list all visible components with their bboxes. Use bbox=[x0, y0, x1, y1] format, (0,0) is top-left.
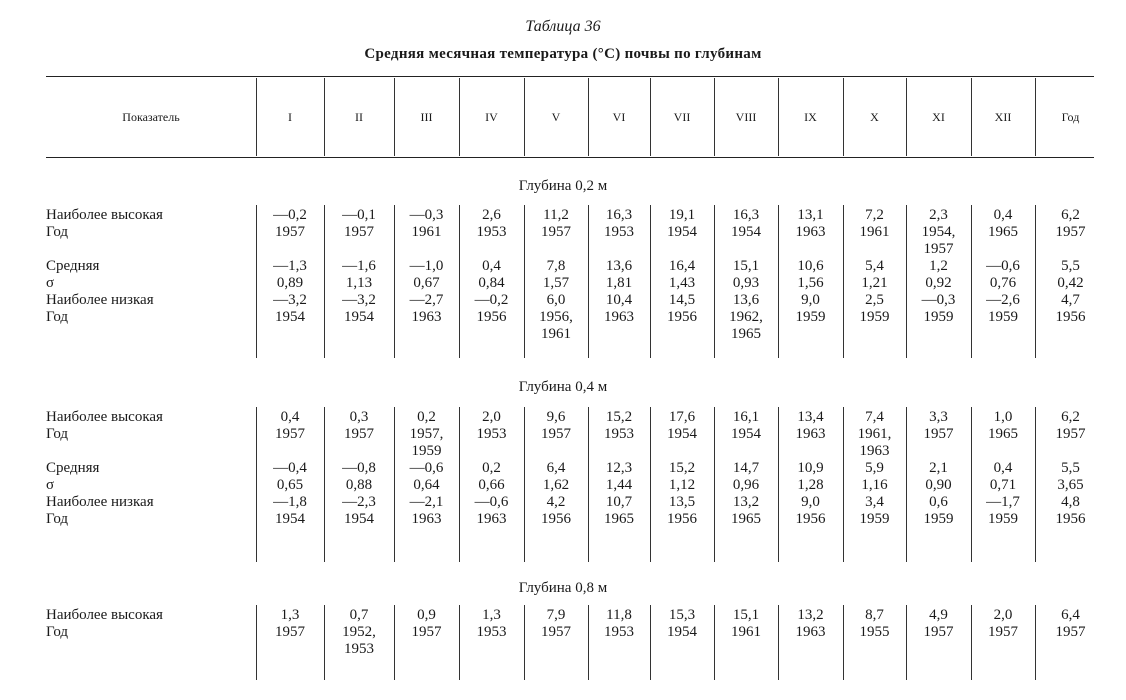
table-cell: 1,3 bbox=[280, 607, 300, 623]
table-cell: 1957 bbox=[988, 624, 1018, 640]
table-cell: 3,4 bbox=[865, 494, 884, 510]
table-cell: 7,4 bbox=[865, 409, 884, 425]
header-col-2: II bbox=[355, 109, 363, 124]
table-cell: 1959 bbox=[988, 309, 1018, 325]
table-cell: 0,64 bbox=[413, 477, 440, 493]
table-cell: 4,2 bbox=[546, 494, 566, 510]
table-cell: 15,1 bbox=[732, 607, 760, 623]
header-col-divider bbox=[524, 78, 525, 156]
table-cell: 1,16 bbox=[861, 477, 888, 493]
table-cell: 1954 bbox=[275, 511, 305, 527]
table-cell: 1959 bbox=[923, 309, 954, 325]
table-cell: 5,5 bbox=[1061, 258, 1080, 274]
table-cell: 1957 bbox=[1055, 624, 1086, 640]
header-col-divider bbox=[714, 78, 715, 156]
table-cell: 1954 bbox=[344, 511, 374, 527]
table-cell: 6,4 bbox=[546, 460, 566, 476]
header-bottom-rule bbox=[46, 157, 1094, 158]
table-cell: 1953 bbox=[604, 426, 634, 442]
table-cell: 1963 bbox=[795, 224, 826, 240]
table-cell: 3,3 bbox=[929, 409, 948, 425]
row-label: Наиболее низкая bbox=[46, 292, 154, 308]
table-cell: —0,6 bbox=[409, 460, 444, 476]
table-cell: 1954 bbox=[275, 309, 305, 325]
table-cell: 5,5 bbox=[1061, 460, 1080, 476]
table-cell: 4,7 bbox=[1061, 292, 1080, 308]
table-cell: 1,3 bbox=[482, 607, 501, 623]
table-cell: 1955 bbox=[859, 624, 890, 640]
table-cell: 1957 bbox=[923, 426, 954, 442]
table-cell: 1954 bbox=[731, 224, 761, 240]
table-cell: 1959 bbox=[923, 511, 954, 527]
header-col-divider bbox=[324, 78, 325, 156]
row-label: Наиболее высокая bbox=[46, 607, 163, 623]
header-col-divider bbox=[778, 78, 779, 156]
row-label: Год bbox=[46, 624, 69, 640]
table-cell: —3,2 bbox=[273, 292, 307, 308]
table-cell: 1,21 bbox=[861, 275, 888, 291]
table-cell: 1959 bbox=[795, 309, 826, 325]
table-cell: 1956, 1961 bbox=[539, 309, 573, 342]
header-col-divider bbox=[394, 78, 395, 156]
table-cell: 0,90 bbox=[925, 477, 952, 493]
table-cell: 1957 bbox=[541, 624, 571, 640]
table-cell: 1963 bbox=[604, 309, 634, 325]
table-cell: 1956 bbox=[667, 309, 697, 325]
header-col-12: XII bbox=[994, 109, 1012, 124]
table-cell: —2,1 bbox=[409, 494, 444, 510]
header-col-divider bbox=[906, 78, 907, 156]
table-cell: 1961 bbox=[731, 624, 761, 640]
table-cell: 1954 bbox=[667, 426, 697, 442]
table-cell: —0,6 bbox=[474, 494, 509, 510]
table-cell: 1952, 1953 bbox=[342, 624, 376, 657]
section-heading: Глубина 0,4 м bbox=[518, 379, 608, 395]
table-cell: 1956 bbox=[795, 511, 826, 527]
table-cell: 13,1 bbox=[797, 207, 824, 223]
table-cell: 13,6 bbox=[605, 258, 633, 274]
table-cell: 1,13 bbox=[345, 275, 373, 291]
table-cell: 1957 bbox=[411, 624, 442, 640]
table-cell: 0,88 bbox=[345, 477, 373, 493]
table-cell: 0,9 bbox=[417, 607, 436, 623]
table-cell: 1,81 bbox=[605, 275, 633, 291]
table-cell: 2,5 bbox=[865, 292, 884, 308]
table-cell: 1957 bbox=[344, 224, 374, 240]
table-cell: 2,6 bbox=[482, 207, 501, 223]
table-cell: 1959 bbox=[859, 511, 890, 527]
table-cell: 0,4 bbox=[993, 460, 1013, 476]
table-cell: 13,4 bbox=[797, 409, 824, 425]
table-cell: 7,8 bbox=[546, 258, 566, 274]
table-cell: 4,9 bbox=[929, 607, 948, 623]
row-label: Год bbox=[46, 511, 69, 527]
table-cell: 1959 bbox=[859, 309, 890, 325]
table-cell: 1965 bbox=[988, 224, 1018, 240]
table-cell: 16,4 bbox=[668, 258, 696, 274]
row-label: Средняя bbox=[46, 460, 100, 476]
table-cell: 16,1 bbox=[732, 409, 760, 425]
table-cell: 11,2 bbox=[543, 207, 569, 223]
table-cell: 0,3 bbox=[349, 409, 369, 425]
table-cell: 1963 bbox=[411, 511, 442, 527]
table-cell: 1953 bbox=[476, 224, 507, 240]
table-cell: 1954 bbox=[667, 224, 697, 240]
table-cell: 0,4 bbox=[993, 207, 1013, 223]
table-cell: 0,4 bbox=[280, 409, 300, 425]
table-cell: 19,1 bbox=[668, 207, 696, 223]
table-cell: 1957, 1959 bbox=[409, 426, 444, 459]
table-cell: 1953 bbox=[476, 624, 507, 640]
table-cell: 0,65 bbox=[276, 477, 304, 493]
table-cell: 1957 bbox=[275, 624, 305, 640]
table-cell: 5,9 bbox=[865, 460, 884, 476]
table-cell: 7,2 bbox=[865, 207, 884, 223]
table-cell: 10,9 bbox=[797, 460, 824, 476]
table-cell: 1957 bbox=[1055, 224, 1086, 240]
table-cell: 5,4 bbox=[865, 258, 884, 274]
table-cell: —0,2 bbox=[474, 292, 509, 308]
table-cell: 0,42 bbox=[1057, 275, 1084, 291]
table-cell: 9,0 bbox=[801, 494, 820, 510]
table-cell: 1,57 bbox=[542, 275, 570, 291]
table-cell: 1954, 1957 bbox=[921, 224, 956, 257]
header-col-divider bbox=[650, 78, 651, 156]
table-cell: 1963 bbox=[795, 624, 826, 640]
table-cell: —0,2 bbox=[273, 207, 307, 223]
table-cell: 1,43 bbox=[668, 275, 696, 291]
table-cell: 1956 bbox=[541, 511, 571, 527]
table-cell: 13,2 bbox=[732, 494, 760, 510]
table-cell: —0,4 bbox=[273, 460, 307, 476]
table-cell: 1,28 bbox=[797, 477, 824, 493]
table-cell: 0,76 bbox=[989, 275, 1017, 291]
table-cell: —2,6 bbox=[986, 292, 1020, 308]
header-col-9: IX bbox=[804, 109, 817, 124]
table-cell: 9,6 bbox=[546, 409, 566, 425]
table-number: Таблица 36 bbox=[525, 18, 601, 35]
row-label: σ bbox=[46, 477, 55, 493]
table-cell: 13,6 bbox=[732, 292, 760, 308]
table-cell: 2,3 bbox=[929, 207, 948, 223]
table-cell: 13,5 bbox=[668, 494, 696, 510]
table-cell: 1957 bbox=[923, 624, 954, 640]
table-cell: 1954 bbox=[667, 624, 697, 640]
table-cell: 1,56 bbox=[797, 275, 824, 291]
table-cell: 1965 bbox=[604, 511, 634, 527]
table-cell: 4,8 bbox=[1061, 494, 1080, 510]
header-col-8: VIII bbox=[735, 109, 757, 124]
table-cell: —0,3 bbox=[921, 292, 956, 308]
table-cell: 10,7 bbox=[605, 494, 633, 510]
table-cell: 1956 bbox=[667, 511, 697, 527]
header-col-divider bbox=[1035, 78, 1036, 156]
header-col-11: XI bbox=[932, 109, 945, 124]
header-top-rule bbox=[46, 76, 1094, 77]
header-col-10: X bbox=[870, 109, 879, 124]
row-label: Наиболее низкая bbox=[46, 494, 154, 510]
table-cell: 10,6 bbox=[797, 258, 824, 274]
table-cell: 0,93 bbox=[732, 275, 760, 291]
table-cell: 0,2 bbox=[417, 409, 436, 425]
row-label: Наиболее высокая bbox=[46, 207, 163, 223]
header-col-divider bbox=[256, 78, 257, 156]
table-cell: —1,7 bbox=[986, 494, 1020, 510]
table-cell: 0,7 bbox=[349, 607, 369, 623]
table-cell: —0,6 bbox=[986, 258, 1020, 274]
row-label: σ bbox=[46, 275, 55, 291]
header-col-3: III bbox=[420, 109, 433, 124]
table-cell: 0,96 bbox=[732, 477, 760, 493]
table-cell: 1954 bbox=[731, 426, 761, 442]
table-cell: —0,1 bbox=[342, 207, 376, 223]
table-cell: 1961 bbox=[411, 224, 442, 240]
table-cell: —2,7 bbox=[409, 292, 444, 308]
table-cell: 1963 bbox=[476, 511, 507, 527]
table-cell: 15,1 bbox=[732, 258, 760, 274]
table-cell: 1963 bbox=[795, 426, 826, 442]
table-cell: 0,2 bbox=[482, 460, 501, 476]
section-heading: Глубина 0,8 м bbox=[518, 580, 608, 596]
table-cell: 2,1 bbox=[929, 460, 948, 476]
table-cell: 1954 bbox=[344, 309, 374, 325]
table-cell: 0,71 bbox=[989, 477, 1017, 493]
table-cell: 10,4 bbox=[605, 292, 633, 308]
table-cell: 17,6 bbox=[668, 409, 696, 425]
table-cell: 3,65 bbox=[1057, 477, 1084, 493]
row-label: Год bbox=[46, 426, 69, 442]
table-cell: 1957 bbox=[541, 426, 571, 442]
table-cell: 0,89 bbox=[276, 275, 304, 291]
table-cell: 1959 bbox=[988, 511, 1018, 527]
table-cell: 1957 bbox=[275, 426, 305, 442]
table-cell: 0,92 bbox=[925, 275, 952, 291]
table-cell: 1,0 bbox=[993, 409, 1013, 425]
header-indicator: Показатель bbox=[122, 109, 180, 124]
table-cell: 1963 bbox=[411, 309, 442, 325]
table-title: Средняя месячная температура (°C) почвы по глубинам bbox=[364, 46, 762, 62]
table-cell: —1,3 bbox=[273, 258, 307, 274]
table-cell: 1962, 1965 bbox=[729, 309, 763, 342]
table-cell: 15,2 bbox=[668, 460, 696, 476]
header-col-divider bbox=[971, 78, 972, 156]
table-cell: 0,67 bbox=[413, 275, 440, 291]
table-cell: 0,4 bbox=[482, 258, 501, 274]
table-cell: —0,3 bbox=[409, 207, 444, 223]
row-label: Средняя bbox=[46, 258, 100, 274]
table-cell: 15,2 bbox=[605, 409, 633, 425]
section-heading: Глубина 0,2 м bbox=[518, 178, 608, 194]
table-cell: 1953 bbox=[604, 624, 634, 640]
table-cell: 16,3 bbox=[732, 207, 760, 223]
table-cell: —3,2 bbox=[342, 292, 376, 308]
table-cell: 1965 bbox=[731, 511, 761, 527]
table-cell: 6,0 bbox=[546, 292, 566, 308]
table-cell: —0,8 bbox=[342, 460, 376, 476]
table-cell: 1965 bbox=[988, 426, 1018, 442]
table-cell: 6,4 bbox=[1061, 607, 1080, 623]
table-cell: 1,2 bbox=[929, 258, 948, 274]
header-col-divider bbox=[459, 78, 460, 156]
table-cell: 2,0 bbox=[993, 607, 1013, 623]
table-cell: 14,7 bbox=[732, 460, 760, 476]
header-col-4: IV bbox=[485, 109, 498, 124]
table-cell: 1953 bbox=[476, 426, 507, 442]
table-cell: 1957 bbox=[344, 426, 374, 442]
row-label: Год bbox=[46, 224, 69, 240]
table-cell: 8,7 bbox=[865, 607, 884, 623]
table-cell: 14,5 bbox=[668, 292, 696, 308]
header-col-1: I bbox=[288, 109, 292, 124]
table-cell: 12,3 bbox=[605, 460, 633, 476]
header-col-6: VI bbox=[612, 109, 626, 124]
table-cell: 1956 bbox=[1055, 511, 1086, 527]
table-cell: 1956 bbox=[476, 309, 507, 325]
table-cell: —1,0 bbox=[409, 258, 444, 274]
table-cell: 6,2 bbox=[1061, 207, 1080, 223]
table-cell: 6,2 bbox=[1061, 409, 1080, 425]
table-cell: 0,66 bbox=[478, 477, 505, 493]
table-cell: 9,0 bbox=[801, 292, 820, 308]
table-cell: 1,12 bbox=[668, 477, 696, 493]
table-cell: 2,0 bbox=[482, 409, 501, 425]
row-label: Год bbox=[46, 309, 69, 325]
header-col-divider bbox=[843, 78, 844, 156]
header-col-divider bbox=[588, 78, 589, 156]
table-cell: 1957 bbox=[275, 224, 305, 240]
table-cell: —2,3 bbox=[342, 494, 376, 510]
table-cell: 1,62 bbox=[542, 477, 570, 493]
header-col-5: V bbox=[551, 109, 561, 124]
table-cell: 0,6 bbox=[929, 494, 948, 510]
table-cell: —1,8 bbox=[273, 494, 307, 510]
table-cell: 1961, 1963 bbox=[857, 426, 892, 459]
table-cell: 1961 bbox=[859, 224, 890, 240]
table-cell: 1957 bbox=[541, 224, 571, 240]
table-cell: 1953 bbox=[604, 224, 634, 240]
table-cell: 13,2 bbox=[797, 607, 824, 623]
header-col-7: VII bbox=[673, 109, 691, 124]
table-cell: —1,6 bbox=[342, 258, 376, 274]
table-cell: 1957 bbox=[1055, 426, 1086, 442]
table-cell: 16,3 bbox=[605, 207, 633, 223]
table-cell: 7,9 bbox=[546, 607, 566, 623]
table-cell: 1,44 bbox=[605, 477, 633, 493]
table-cell: 1956 bbox=[1055, 309, 1086, 325]
row-label: Наиболее высокая bbox=[46, 409, 163, 425]
table-cell: 11,8 bbox=[606, 607, 632, 623]
header-col-13: Год bbox=[1061, 109, 1080, 124]
table-cell: 15,3 bbox=[668, 607, 696, 623]
table-cell: 0,84 bbox=[478, 275, 505, 291]
